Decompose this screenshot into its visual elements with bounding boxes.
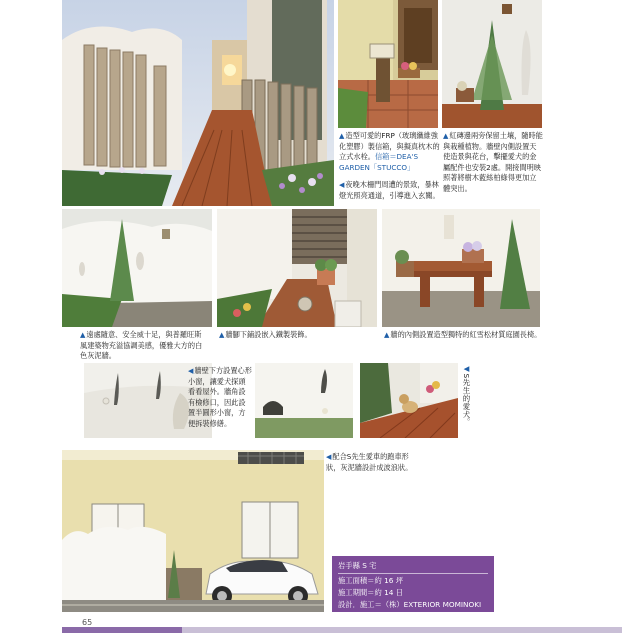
project-contractor: 設計．施工＝（株）EXTERIOR MOMINOKI — [338, 600, 482, 609]
photo-arch-window — [255, 363, 353, 438]
caption-iron-decor — [219, 330, 379, 341]
caption-marker-icon: ▲ — [384, 331, 390, 339]
caption-marker-icon: ▲ — [443, 132, 449, 140]
caption-marker-icon: ◀ — [188, 367, 194, 375]
project-period: 施工期間＝約 14 日 — [338, 588, 404, 597]
caption-marker-icon: ▲ — [219, 331, 225, 339]
caption-mailbox-text: 造型可愛的FRP（玻璃纖維強化塑膠）製信箱，與擬真枕木的立式水栓。 — [339, 131, 440, 161]
caption-night-gate — [339, 180, 441, 201]
photo-mailbox-faucet — [338, 0, 438, 128]
project-info-box — [332, 556, 494, 612]
caption-marker-icon: ▲ — [339, 132, 345, 140]
caption-stucco-wall — [80, 330, 208, 362]
caption-wave-wall-text: 配合S先生愛車的跑車形狀，灰泥牆設計成波浪狀。 — [326, 452, 413, 472]
caption-mailbox-credit: 信箱＝DEA'S GARDEN「STUCCO」 — [339, 152, 419, 172]
photo-stone-path — [217, 209, 377, 327]
caption-stucco-wall-text: 遠處隨意、安全威十足，與普羅旺斯風建築物充溢協調美感，優雅大方的白色灰泥牆。 — [80, 330, 203, 360]
photo-dog — [360, 363, 458, 438]
caption-marker-icon: ◀ — [462, 364, 471, 374]
caption-night-gate-text: 夜晚木柵門周遭的景致，暴林燈光照亮通道，引導進入玄關。 — [339, 180, 440, 200]
photo-white-wall-1 — [62, 209, 212, 327]
photo-house-car — [62, 450, 324, 612]
caption-brick-path-text: 紅磚邊兩旁保留土壤，隨時能與栽種植物。牆壁內側設置天使造景與花台，擊擺愛犬的金屬配件也安裝2處。開接間明映照著將樹木藍絲柏綠得更加立體突出。 — [443, 131, 543, 193]
project-area: 施工面積＝約 16 坪 — [338, 576, 404, 585]
caption-dog-text: S先生的愛犬。 — [462, 373, 471, 427]
page-number: 65 — [82, 618, 93, 627]
caption-heart-window — [188, 366, 252, 429]
photo-wall-cypress — [442, 0, 542, 128]
caption-heart-window-text: 牆壁下方設置心形小窗，讓愛犬探頭看看屋外。牆角設有檢修口，因此設置半圓形小窗，方便拆裝修繕。 — [188, 366, 252, 428]
caption-bench — [384, 330, 542, 341]
page-footer-bar — [62, 627, 622, 633]
photo-night-gate — [62, 0, 334, 206]
caption-bench-text: 牆的內側設置造型獨特的紅雪松材質庭園長椅。 — [390, 330, 542, 339]
photo-cedar-bench — [382, 209, 540, 327]
caption-brick-path — [443, 131, 543, 194]
caption-marker-icon: ◀ — [326, 453, 332, 461]
project-location: 岩手縣 S 宅 — [338, 560, 488, 574]
caption-iron-decor-text: 牆腳下鋪設嵌入鐵製裝飾。 — [225, 330, 312, 339]
caption-mailbox — [339, 131, 441, 173]
caption-wave-wall — [326, 452, 420, 473]
caption-dog — [461, 364, 471, 438]
caption-marker-icon: ◀ — [339, 181, 345, 189]
caption-marker-icon: ▲ — [80, 331, 86, 339]
